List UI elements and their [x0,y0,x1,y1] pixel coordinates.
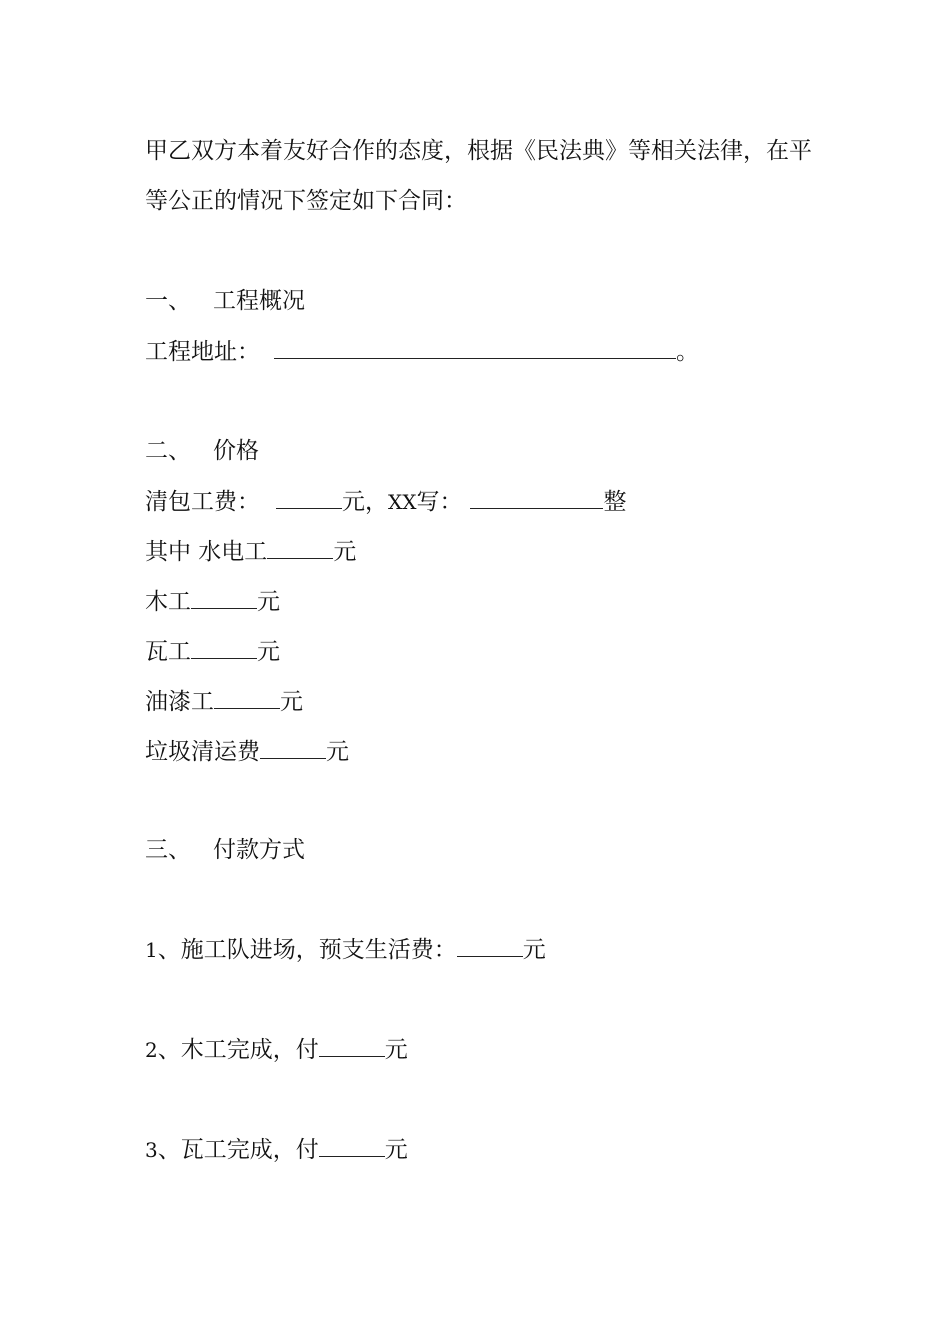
tiling-blank[interactable] [191,636,257,659]
plumbing-label: 其中 水电工 [145,539,268,565]
capital-end: 整 [603,489,627,515]
payment-item-blank[interactable] [457,934,523,957]
unit-label: 元 [326,739,349,765]
unit-label: 元 [257,639,280,665]
total-fee-unit: 元， [342,489,388,515]
garbage-label: 垃圾清运费 [145,739,260,765]
carpentry-line [145,586,280,617]
plumbing-line [145,536,356,567]
payment-item-blank[interactable] [319,1034,385,1057]
carpentry-blank[interactable] [191,586,257,609]
intro-line-1: 甲乙双方本着友好合作的态度，根据《民法典》等相关法律，在平 [145,138,812,164]
garbage-blank[interactable] [260,736,326,759]
plumbing-blank[interactable] [267,536,333,559]
capital-amount-blank[interactable] [470,486,603,509]
address-end-mark: 。 [676,339,699,365]
unit-label: 元 [280,689,303,715]
total-fee-line [145,486,626,517]
section-number: 三、 [145,837,191,863]
painting-label: 油漆工 [145,689,214,715]
capital-label: 写： [416,489,463,515]
payment-item-text: 、施工队进场，预支生活费： [157,937,457,963]
payment-item-number: 1 [145,938,158,962]
section-number: 二、 [145,438,191,464]
section-heading-3 [145,835,305,865]
section-title: 价格 [213,438,259,464]
section-heading-2 [145,436,259,466]
payment-item-2 [145,1034,408,1065]
unit-label: 元 [257,589,280,615]
tiling-line [145,636,280,667]
garbage-line [145,736,349,767]
carpentry-label: 木工 [145,589,191,615]
payment-item-3 [145,1134,408,1165]
capital-prefix: XX [388,490,417,514]
address-blank[interactable] [274,336,676,359]
payment-item-1 [145,934,546,965]
payment-item-number: 2 [145,1038,158,1062]
unit-label: 元 [333,539,357,565]
payment-item-unit: 元 [384,1137,408,1163]
section-title: 工程概况 [213,288,305,314]
section-heading-1 [145,286,305,316]
address-label: 工程地址： [145,339,260,365]
payment-item-blank[interactable] [319,1134,385,1157]
payment-item-number: 3 [145,1138,158,1162]
section-number: 一、 [145,288,191,314]
payment-item-text: 、木工完成，付 [157,1037,319,1063]
payment-item-text: 、瓦工完成，付 [157,1137,319,1163]
total-fee-blank[interactable] [276,486,342,509]
intro-line-2: 等公正的情况下签定如下合同： [145,188,467,214]
painting-blank[interactable] [214,686,280,709]
address-line [145,336,699,367]
painting-line [145,686,303,717]
payment-item-unit: 元 [522,937,546,963]
section-title: 付款方式 [213,837,305,863]
tiling-label: 瓦工 [145,639,191,665]
total-fee-label: 清包工费： [145,489,260,515]
payment-item-unit: 元 [384,1037,408,1063]
